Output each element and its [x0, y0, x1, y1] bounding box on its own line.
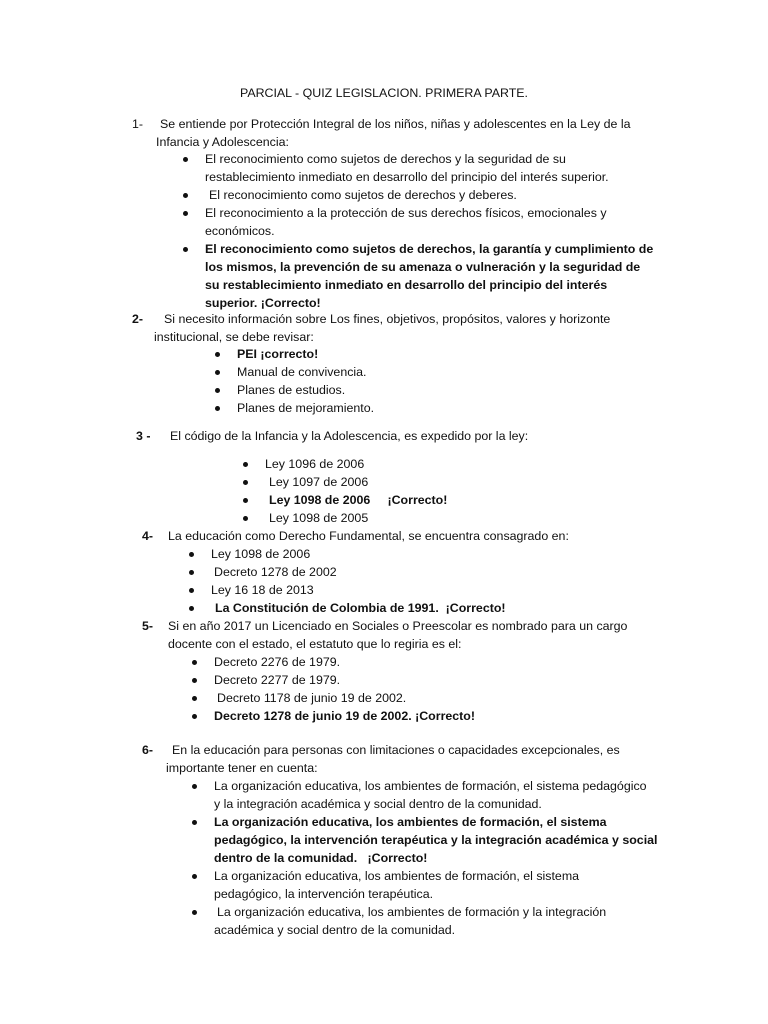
question-4-options [211, 545, 651, 617]
question-number: 3 - [136, 429, 151, 443]
page-title: PARCIAL - QUIZ LEGISLACION. PRIMERA PARTE. [239, 86, 529, 100]
option: El reconocimiento como sujetos de derechos y la seguridad de su restablecimiento inmediato en desarrollo del principio del interés superior. [205, 150, 657, 186]
question-text: Si necesito información sobre Los fines, objetivos, propósitos, valores y horizonte institucional, se debe revisar: [154, 312, 611, 344]
question-number: 6- [142, 743, 154, 757]
option-correct: Decreto 1278 de junio 19 de 2002. ¡Correcto! [214, 707, 654, 725]
option: Manual de convivencia. [237, 363, 657, 381]
question-text: Se entiende por Protección Integral de los niños, niñas y adolescentes en la Ley de la Infancia y Adolescencia: [156, 117, 631, 149]
question-5-options [214, 653, 654, 725]
question-2-options [237, 345, 657, 417]
option: Decreto 1278 de 2002 [211, 563, 651, 581]
option: Decreto 2277 de 1979. [214, 671, 654, 689]
option-correct: PEI ¡correcto! [237, 345, 657, 363]
option: El reconocimiento como sujetos de derechos y deberes. [205, 186, 657, 204]
option: Ley 1098 de 2005 [265, 509, 645, 527]
question-1-options [205, 150, 657, 312]
option: Decreto 2276 de 1979. [214, 653, 654, 671]
option: Ley 1096 de 2006 [265, 455, 645, 473]
question-6-options [214, 777, 664, 939]
question-text: En la educación para personas con limitaciones o capacidades excepcionales, es importante tener en cuenta: [166, 743, 620, 775]
option: Ley 1097 de 2006 [265, 473, 645, 491]
question-number: 5- [142, 619, 154, 633]
option: Ley 1098 de 2006 [211, 545, 651, 563]
option: El reconocimiento a la protección de sus derechos físicos, emocionales y económicos. [205, 204, 657, 240]
option: Ley 16 18 de 2013 [211, 581, 651, 599]
option: La organización educativa, los ambientes de formación y la integración académica y social dentro de la comunidad. [214, 903, 664, 939]
question-number: 1- [132, 117, 144, 131]
option: Planes de estudios. [237, 381, 657, 399]
option: La organización educativa, los ambientes de formación, el sistema pedagógico, la intervención terapéutica. [214, 867, 664, 903]
question-3-options [265, 455, 645, 527]
option-correct: La Constitución de Colombia de 1991. ¡Correcto! [211, 599, 651, 617]
option-correct: Ley 1098 de 2006 ¡Correcto! [265, 491, 645, 509]
question-number: 4- [142, 529, 154, 543]
option-correct: El reconocimiento como sujetos de derechos, la garantía y cumplimiento de los mismos, la prevención de su amenaza o vulneración y la seguridad de su restablecimiento inmediato en desarrollo del principio del interés superior. ¡Correcto! [205, 240, 657, 312]
question-number: 2- [132, 312, 144, 326]
option: Planes de mejoramiento. [237, 399, 657, 417]
option: Decreto 1178 de junio 19 de 2002. [214, 689, 654, 707]
option-correct: La organización educativa, los ambientes de formación, el sistema pedagógico, la intervención terapéutica y la integración académica y social dentro de la comunidad. ¡Correcto! [214, 813, 664, 867]
question-text: La educación como Derecho Fundamental, se encuentra consagrado en: [168, 529, 569, 543]
question-text: El código de la Infancia y la Adolescencia, es expedido por la ley: [170, 429, 529, 443]
question-text: Si en año 2017 un Licenciado en Sociales o Preescolar es nombrado para un cargo docente con el estado, el estatuto que lo regiria es el: [168, 619, 628, 651]
option: La organización educativa, los ambientes de formación, el sistema pedagógico y la integración académica y social dentro de la comunidad. [214, 777, 664, 813]
